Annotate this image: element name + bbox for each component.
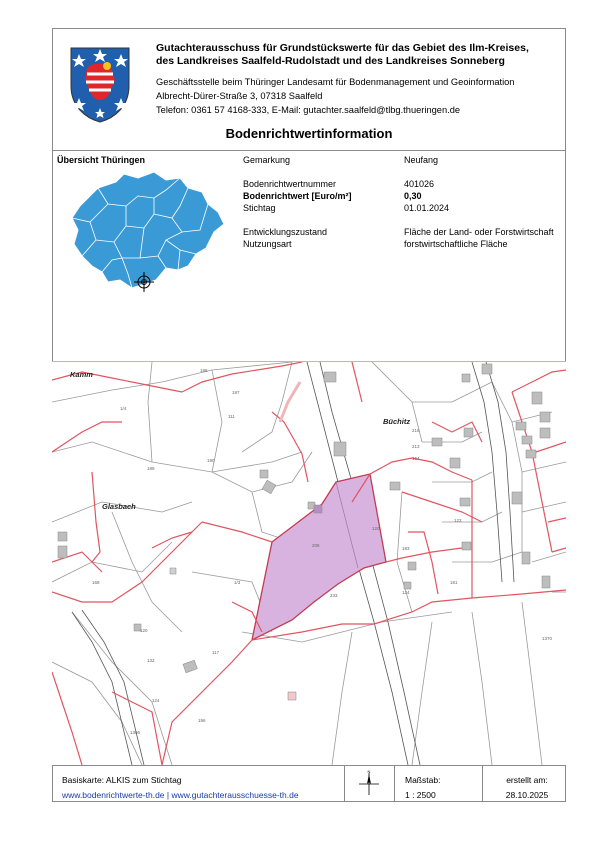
parcel-number: 120 xyxy=(372,526,380,531)
stichtag-label: Stichtag xyxy=(243,203,276,213)
office-line: Geschäftsstelle beim Thüringer Landesamt für Bodenmanagement und Geoinformation xyxy=(156,77,515,87)
entwicklungszustand-label: Entwicklungszustand xyxy=(243,227,328,237)
nutzungsart-value: forstwirtschaftliche Fläche xyxy=(404,239,508,249)
created-value: 28.10.2025 xyxy=(505,790,549,800)
parcel-number: 124 xyxy=(402,590,410,595)
parcel-number: 183 xyxy=(402,546,410,551)
parcel-number: 190 xyxy=(207,458,215,463)
footer-separator-2 xyxy=(394,765,395,802)
footer-links xyxy=(62,788,299,803)
stichtag-value: 01.01.2024 xyxy=(404,203,450,213)
committee-title-line2: des Landkreises Saalfeld-Rudolstadt und des Landkreises Sonneberg xyxy=(156,55,505,67)
selected-zone[interactable] xyxy=(252,474,386,640)
parcel-number: 124 xyxy=(152,698,160,703)
place-kamm: Kamm xyxy=(70,370,93,379)
title-divider xyxy=(52,150,566,151)
scale-label: Maßstab: xyxy=(405,775,441,785)
parcel-number: 120 xyxy=(140,628,148,633)
bodenrichtwert-value: 0,30 xyxy=(404,191,422,201)
parcel-number: 1366 xyxy=(130,730,141,735)
parcel-number: 1370 xyxy=(542,636,553,641)
gemarkung-value: Neufang xyxy=(404,155,439,165)
created-block xyxy=(493,773,561,803)
link-separator: | xyxy=(164,790,172,800)
gemarkung-label: Gemarkung xyxy=(243,155,291,165)
entwicklungszustand-value: Fläche der Land- oder Forstwirtschaft xyxy=(404,227,554,237)
parcel-number: 123 xyxy=(454,518,462,523)
north-arrow-icon xyxy=(355,769,383,799)
place-glasbach: Glasbach xyxy=(102,502,136,511)
link-gutachterausschuesse[interactable]: www.gutachterausschuesse-th.de xyxy=(171,790,299,800)
footer-separator-1 xyxy=(344,765,345,802)
contact-block xyxy=(156,75,561,117)
parcel-number: 189 xyxy=(147,466,155,471)
svg-text:N: N xyxy=(367,769,371,774)
scale-block xyxy=(405,773,440,803)
parcel-number: 216 xyxy=(412,428,420,433)
parcel-number: 132 xyxy=(147,658,155,663)
scale-value: 1 : 2500 xyxy=(405,790,436,800)
parcel-number: 117 xyxy=(212,650,220,655)
nummer-label: Bodenrichtwertnummer xyxy=(243,179,337,189)
overview-label: Übersicht Thüringen xyxy=(57,155,146,165)
address-line: Albrecht-Dürer-Straße 3, 07318 Saalfeld xyxy=(156,91,323,101)
parcel-number: 188 xyxy=(200,368,208,373)
place-buechitz: Büchitz xyxy=(383,417,411,426)
contact-line: Telefon: 0361 57 4168-333, E-Mail: gutachter.saalfeld@tlbg.thueringen.de xyxy=(156,105,461,115)
nummer-value: 401026 xyxy=(404,179,435,189)
parcel-number: 197 xyxy=(232,390,240,395)
created-label: erstellt am: xyxy=(506,775,548,785)
cadastral-map[interactable] xyxy=(52,362,566,765)
parcel-number: 1/4 xyxy=(120,406,127,411)
footer xyxy=(52,765,566,802)
parcel-number: 164 xyxy=(412,456,420,461)
bodenrichtwert-label: Bodenrichtwert [Euro/m²] xyxy=(243,191,352,201)
parcel-number: 233 xyxy=(330,593,338,598)
link-bodenrichtwerte[interactable]: www.bodenrichtwerte-th.de xyxy=(62,790,165,800)
parcel-number: 213 xyxy=(412,444,420,449)
parcel-number: 1/3 xyxy=(234,580,241,585)
footer-separator-3 xyxy=(482,765,483,802)
nutzungsart-label: Nutzungsart xyxy=(243,239,292,249)
basiskarte-text: Basiskarte: ALKIS zum Stichtag xyxy=(62,775,182,785)
document-title: Bodenrichtwertinformation xyxy=(225,126,393,141)
footer-source xyxy=(62,773,299,803)
parcel-number: 168 xyxy=(92,580,100,585)
thuringia-coat-of-arms-icon xyxy=(69,46,131,124)
committee-title-line1: Gutachterausschuss für Grundstückswerte für das Gebiet des Ilm-Kreises, xyxy=(156,42,529,54)
committee-title xyxy=(156,42,561,68)
parcel-number: 111 xyxy=(228,414,235,419)
parcel-number: 181 xyxy=(450,580,458,585)
parcel-number: 206 xyxy=(312,543,320,548)
thuringia-overview-map xyxy=(68,170,226,298)
parcel-number: 196 xyxy=(198,718,206,723)
